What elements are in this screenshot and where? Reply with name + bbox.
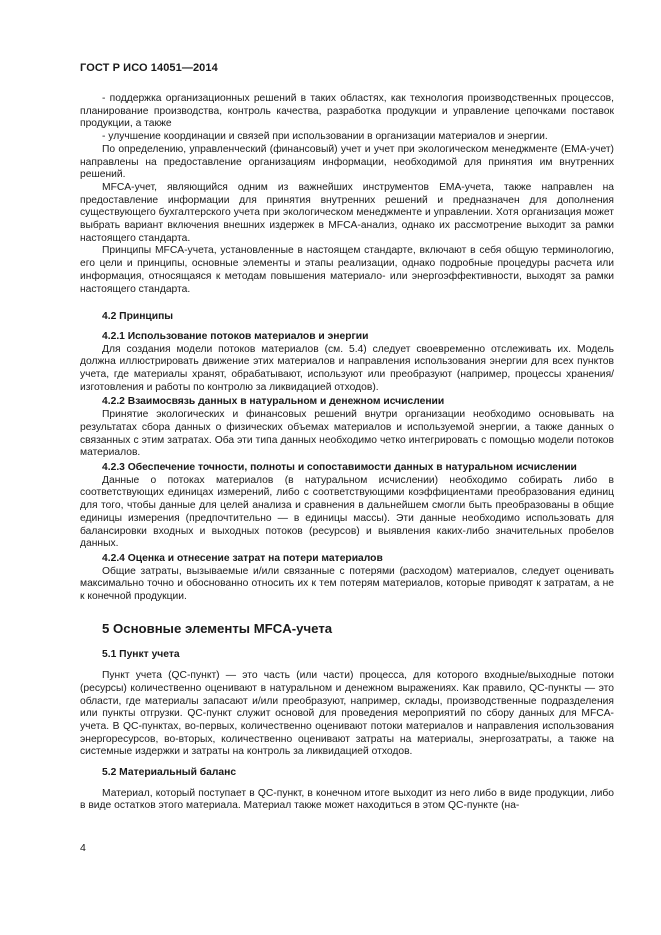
subsection-heading-4-2-1: 4.2.1 Использование потоков материалов и энергии: [102, 330, 369, 342]
subsection-heading-4-2-3: 4.2.3 Обеспечение точности, полноты и сопоставимости данных в натуральном исчислении: [102, 461, 577, 473]
subsection-text-4-2-4: Общие затраты, вызываемые и/или связанные с потерями (расходом) материалов, следует оценивать максимально точно и обоснованно относить их к тем потерям материалов, которые приводят к затратам, а не к конечной продукции.: [80, 565, 614, 603]
page-number: 4: [80, 842, 86, 854]
subsection-heading-4-2-2: 4.2.2 Взаимосвязь данных в натуральном и денежном исчислении: [102, 396, 445, 408]
intro-paragraph-2: - улучшение координации и связей при использовании в организации материалов и энергии.: [102, 131, 548, 143]
page-content: [80, 93, 614, 813]
intro-paragraph-3: По определению, управленческий (финансовый) учет и учет при экологическом менеджменте (ЕМА-учет) направлены на предоставление организациям информации, необходимой для принятия им внутренних решений.: [80, 143, 614, 181]
intro-paragraph-5: Принципы MFCA-учета, установленные в настоящем стандарте, включают в себя общую терминологию, его цели и принципы, основные элементы и этапы реализации, однако подробные процедуры расчета или информация, относящаяся к методам повышения материало- или энергоэффективности, выходят за рамки настоящего стандарта.: [80, 245, 614, 295]
section-heading-4-2: 4.2 Принципы: [102, 311, 174, 323]
subsection-text-4-2-3: Данные о потоках материалов (в натуральном исчислении) необходимо собирать либо в соответствующих единицах измерений, либо с соответствующими коэффициентами преобразования единиц для того, чтобы данные для целей анализа и сравнения в дальнейшем смогли быть преобразованы в общие единицы измерения (предпочтительно — в единицы массы). Эти данные необходимо использовать для балансировки входных и выходных потоков (ресурсов) и выявления каких-либо значительных пробелов данных.: [80, 474, 614, 550]
subsection-heading-4-2-4: 4.2.4 Оценка и отнесение затрат на потери материалов: [102, 552, 383, 564]
subsection-text-4-2-1: Для создания модели потоков материалов (см. 5.4) следует своевременно отслеживать их. Модель должна иллюстрировать движение этих материалов и направления использования энергии для всех пунктов учета, где материалы хранят, обрабатывают, используют или преобразуют (например, процессы хранения/изготовления и работы по контролю за ликвидацией отходов).: [80, 343, 614, 393]
subsection-heading-5-2: 5.2 Материальный баланс: [102, 767, 237, 779]
intro-paragraph-1: - поддержка организационных решений в таких областях, как технология производственных процессов, планирование производства, контроль качества, разработка продукции и управление цепочками поставок продукции, а также: [80, 93, 614, 130]
section-heading-5: 5 Основные элементы MFCA-учета: [102, 620, 333, 636]
subsection-text-4-2-2: Принятие экологических и финансовых решений внутри организации необходимо основывать на результатах сбора данных о физических объемах материалов и используемой энергии, а также данных о связанных с этим затратах. Оба эти типа данных необходимо четко интегрировать с помощью модели потоков материалов.: [80, 409, 614, 459]
intro-paragraph-4: MFCA-учет, являющийся одним из важнейших инструментов ЕМА-учета, также направлен на предоставление информации для принятия внутренних решений и предназначен для дополнения существующего бухгалтерского учета при экологическом менеджменте и управлении. Хотя организация может выбрать вариант включения внешних издержек в MFCA-анализ, однако их рассмотрение выходит за рамки настоящего стандарта.: [80, 181, 614, 244]
subsection-heading-5-1: 5.1 Пункт учета: [102, 649, 180, 661]
document-header: ГОСТ Р ИСО 14051—2014: [80, 62, 218, 74]
subsection-text-5-2: Материал, который поступает в QC-пункт, в конечном итоге выходит из него либо в виде продукции, либо в виде остатков этого материала. Материал также может находиться в этом QC-пункте (на-: [80, 787, 614, 812]
subsection-text-5-1: Пункт учета (QC-пункт) — это часть (или части) процесса, для которого входные/выходные потоки (ресурсы) количественно оценивают в натуральном и денежном выражениях. Как правило, QC-пункты — это области, где материалы запасают и/или преобразуют, например, склады, производственные подразделения или пункты отгрузки. QC-пункт служит основой для проведения мероприятий по сбору данных для MFCA-учета. В QC-пунктах, во-первых, количественно оценивают потоки материалов и направления использования энергоресурсов, во-вторых, количественно оценивают затраты на материалы, энергозатраты, а также на системные издержки и затраты на контроль за ликвидацией отходов.: [80, 670, 614, 758]
